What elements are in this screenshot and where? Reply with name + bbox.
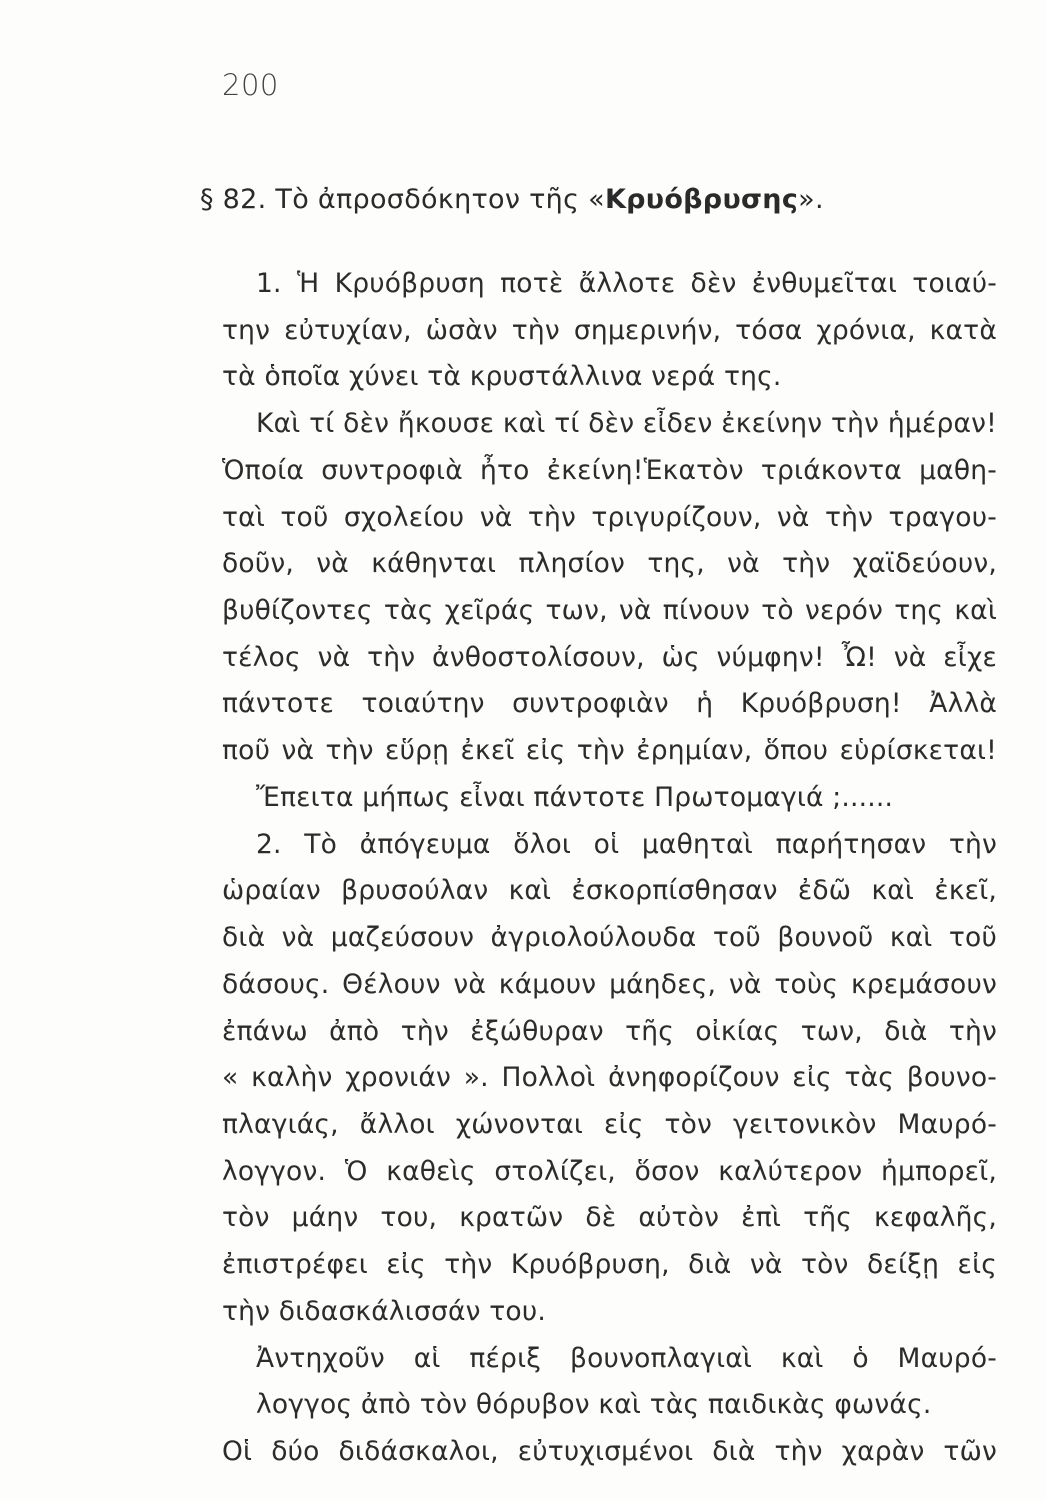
- text-line: πλαγιάς, ἄλλοι χώνονται εἰς τὸν γειτονικὸν Μαυρό-: [222, 1109, 997, 1140]
- text-line: λογγον. Ὁ καθεὶς στολίζει, ὅσον καλύτερον ἠμπορεῖ,: [222, 1156, 997, 1187]
- text-line: Οἱ δύο διδάσκαλοι, εὐτυχισμένοι διὰ τὴν χαρὰν τῶν: [222, 1436, 997, 1467]
- text-line: Καὶ τί δὲν ἤκουσε καὶ τί δὲν εἶδεν ἐκείνην τὴν ἡμέραν!: [256, 408, 997, 439]
- text-line: ταὶ τοῦ σχολείου νὰ τὴν τριγυρίζουν, νὰ τὴν τραγου-: [222, 502, 997, 533]
- text-line: ἐπάνω ἀπὸ τὴν ἐξώθυραν τῆς οἰκίας των, διὰ τὴν: [222, 1016, 997, 1047]
- section-heading-name: Κρυόβρυσης: [604, 184, 799, 215]
- text-line: 1. Ἡ Κρυόβρυση ποτὲ ἄλλοτε δὲν ἐνθυμεῖται τοιαύ-: [256, 268, 997, 299]
- text-line: τὴν διδασκάλισσάν του.: [222, 1296, 546, 1327]
- text-line: δάσους. Θέλουν νὰ κάμουν μάηδες, νὰ τοὺς κρεμάσουν: [222, 969, 997, 1000]
- text-line: « καλὴν χρονιάν ». Πολλοὶ ἀνηφορίζουν εἰς τὰς βουνο-: [222, 1062, 997, 1093]
- section-heading-suffix: ».: [798, 184, 824, 215]
- page-number: 200: [222, 68, 279, 102]
- text-line: Ὁποία συντροφιὰ ἦτο ἐκείνη!Ἑκατὸν τριάκοντα μαθη-: [222, 455, 997, 486]
- text-line: ποῦ νὰ τὴν εὕρῃ ἐκεῖ εἰς τὴν ἐρημίαν, ὅπου εὑρίσκεται!: [222, 735, 997, 766]
- text-line: πάντοτε τοιαύτην συντροφιὰν ἡ Κρυόβρυση! Ἀλλὰ: [222, 688, 997, 719]
- text-line: διὰ νὰ μαζεύσουν ἀγριολούλουδα τοῦ βουνοῦ καὶ τοῦ: [222, 922, 997, 953]
- text-line: ἐπιστρέφει εἰς τὴν Κρυόβρυση, διὰ νὰ τὸν δείξῃ εἰς: [222, 1249, 997, 1280]
- text-line: Ἔπειτα μήπως εἶναι πάντοτε Πρωτομαγιά ;......: [256, 782, 894, 813]
- text-line: ὡραίαν βρυσούλαν καὶ ἐσκορπίσθησαν ἐδῶ καὶ ἐκεῖ,: [222, 875, 997, 906]
- section-heading: [200, 184, 824, 215]
- text-line: 2. Τὸ ἀπόγευμα ὅλοι οἱ μαθηταὶ παρήτησαν τὴν: [256, 829, 997, 860]
- text-line: Ἀντηχοῦν αἱ πέριξ βουνοπλαγιαὶ καὶ ὁ Μαυρό-: [256, 1343, 997, 1374]
- text-line: δοῦν, νὰ κάθηνται πλησίον της, νὰ τὴν χαϊδεύουν,: [222, 548, 997, 579]
- text-line: λογγος ἀπὸ τὸν θόρυβον καὶ τὰς παιδικὰς φωνάς.: [256, 1389, 932, 1420]
- text-line: τὰ ὁποῖα χύνει τὰ κρυστάλλινα νερά της.: [222, 361, 782, 392]
- text-line: την εὐτυχίαν, ὡσὰν τὴν σημερινήν, τόσα χρόνια, κατὰ: [222, 315, 997, 346]
- text-line: βυθίζοντες τὰς χεῖράς των, νὰ πίνουν τὸ νερόν της καὶ: [222, 595, 997, 626]
- text-line: τέλος νὰ τὴν ἀνθοστολίσουν, ὡς νύμφην! Ὦ! νὰ εἶχε: [222, 642, 997, 673]
- section-heading-prefix: § 82. Τὸ ἀπροσδόκητον τῆς «: [200, 184, 605, 215]
- text-line: τὸν μάην του, κρατῶν δὲ αὐτὸν ἐπὶ τῆς κεφαλῆς,: [222, 1202, 997, 1233]
